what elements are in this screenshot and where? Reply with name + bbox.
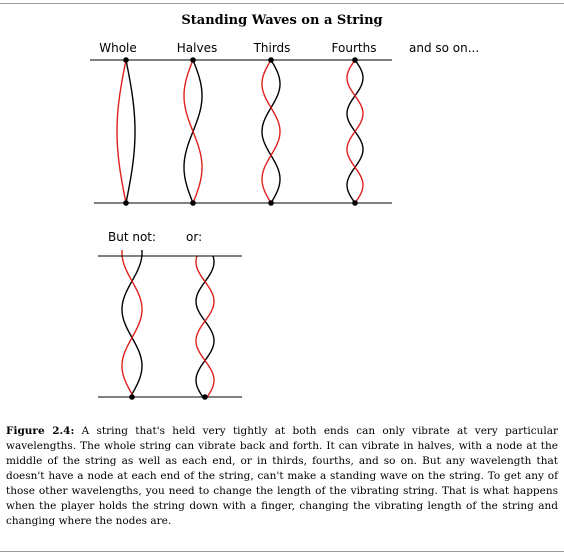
wave-whole-node-bottom bbox=[123, 200, 129, 206]
caption-label: Figure 2.4: bbox=[6, 425, 75, 437]
bottom-rule bbox=[0, 551, 564, 552]
wave-fourths-node-bottom bbox=[352, 200, 358, 206]
wave-whole-curve-a bbox=[126, 60, 135, 203]
wave-or-curve-a bbox=[196, 256, 214, 398]
label-fourths: Fourths bbox=[331, 41, 377, 55]
label-or: or: bbox=[186, 230, 203, 244]
label-but-not: But not: bbox=[108, 230, 157, 244]
wave-or-node bbox=[202, 394, 208, 400]
wave-but-not-node bbox=[129, 394, 135, 400]
wave-whole-curve-b bbox=[117, 60, 126, 203]
wave-fourths-curve-b bbox=[347, 60, 363, 203]
label-whole: Whole bbox=[99, 41, 137, 55]
wave-halves-curve-b bbox=[184, 60, 202, 203]
label-thirds: Thirds bbox=[253, 41, 291, 55]
wave-thirds-node-top bbox=[268, 57, 274, 63]
figure-caption bbox=[6, 424, 558, 529]
wave-fourths-node-top bbox=[352, 57, 358, 63]
figure-title: Standing Waves on a String bbox=[181, 13, 383, 28]
label-halves: Halves bbox=[176, 41, 218, 55]
wave-or-curve-b bbox=[196, 256, 214, 398]
wave-halves-node-bottom bbox=[190, 200, 196, 206]
wave-thirds-curve-a bbox=[262, 60, 280, 203]
wave-whole-node-top bbox=[123, 57, 129, 63]
label-and-so-on: and so on... bbox=[409, 41, 480, 55]
wave-thirds-node-bottom bbox=[268, 200, 274, 206]
wave-thirds-curve-b bbox=[262, 60, 280, 203]
caption-text: A string that's held very tightly at both ends can only vibrate at very particular wavelengths. The whole string can vibrate back and forth. It can vibrate in halves, with a node at the middle of the string as well as each end, or in thirds, fourths, and so on. But any wavelength that doesn't have a node at each end of the string, can't make a standing wave on the string. To get any of those other wavelengths, you need to change the length of the vibrating string. That is what happens when the player holds the string down with a finger, changing the vibrating length of the string and changing where the nodes are. bbox=[6, 425, 558, 527]
wave-halves-node-top bbox=[190, 57, 196, 63]
